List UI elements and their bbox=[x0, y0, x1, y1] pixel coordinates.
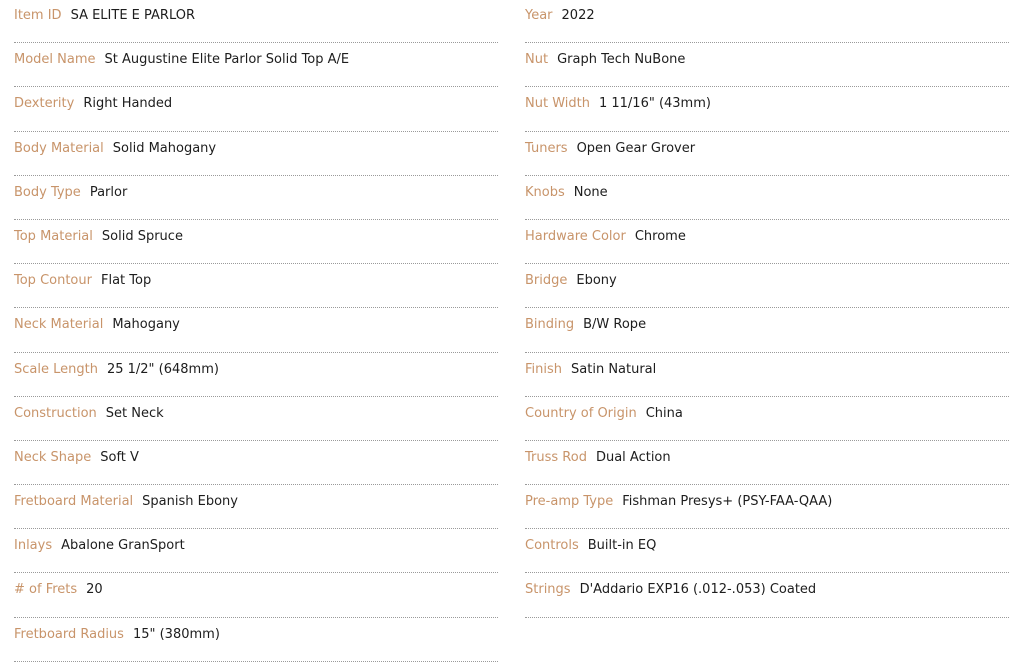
spec-row-top-material bbox=[14, 221, 498, 264]
spec-value: B/W Rope bbox=[583, 317, 647, 333]
spec-row-knobs bbox=[525, 177, 1009, 220]
spec-value: Mahogany bbox=[112, 317, 180, 333]
spec-row-dexterity bbox=[14, 88, 498, 131]
spec-label: Fretboard Radius bbox=[14, 626, 124, 642]
spec-label: Dexterity bbox=[14, 96, 75, 112]
spec-label: Neck Shape bbox=[14, 449, 92, 465]
spec-label: Knobs bbox=[525, 184, 565, 200]
spec-row-fretboard-radius bbox=[14, 619, 498, 662]
spec-value: Satin Natural bbox=[571, 361, 657, 377]
spec-value: 2022 bbox=[561, 8, 595, 23]
spec-label: Nut bbox=[525, 52, 549, 68]
spec-row-neck-shape bbox=[14, 442, 498, 485]
spec-label: Tuners bbox=[525, 140, 568, 156]
spec-label: Body Type bbox=[14, 184, 81, 200]
spec-label: Neck Material bbox=[14, 317, 104, 333]
spec-label: Item ID bbox=[14, 8, 62, 23]
spec-value: Graph Tech NuBone bbox=[557, 52, 686, 68]
spec-value: Right Handed bbox=[83, 96, 173, 112]
spec-row-number-of-frets bbox=[14, 574, 498, 617]
spec-row-item-id bbox=[14, 0, 498, 43]
spec-value: Solid Spruce bbox=[101, 228, 183, 244]
spec-row-bridge bbox=[525, 265, 1009, 308]
spec-value: Abalone GranSport bbox=[61, 538, 185, 554]
spec-label: # of Frets bbox=[14, 582, 78, 598]
spec-value: Fishman Presys+ (PSY-FAA-QAA) bbox=[622, 494, 833, 510]
spec-label: Bridge bbox=[525, 273, 568, 289]
spec-row-fretboard-material bbox=[14, 486, 498, 529]
spec-label: Model Name bbox=[14, 52, 96, 68]
spec-label: Hardware Color bbox=[525, 228, 626, 244]
spec-row-controls bbox=[525, 530, 1009, 573]
spec-row-binding bbox=[525, 309, 1009, 352]
spec-label: Strings bbox=[525, 582, 571, 598]
spec-label: Top Material bbox=[14, 228, 93, 244]
spec-row-top-contour bbox=[14, 265, 498, 308]
spec-row-neck-material bbox=[14, 309, 498, 352]
spec-value: 15" (380mm) bbox=[132, 626, 220, 642]
spec-row-inlays bbox=[14, 530, 498, 573]
spec-value: China bbox=[645, 405, 683, 421]
spec-label: Finish bbox=[525, 361, 563, 377]
spec-row-preamp-type bbox=[525, 486, 1009, 529]
spec-value: Flat Top bbox=[100, 273, 152, 289]
spec-column-right bbox=[525, 0, 1009, 619]
spec-label: Fretboard Material bbox=[14, 494, 134, 510]
spec-value: Set Neck bbox=[105, 405, 164, 421]
spec-label: Inlays bbox=[14, 538, 53, 554]
spec-row-tuners bbox=[525, 133, 1009, 176]
spec-row-country-of-origin bbox=[525, 398, 1009, 441]
spec-value: 25 1/2" (648mm) bbox=[106, 361, 219, 377]
spec-label: Binding bbox=[525, 317, 575, 333]
spec-value: None bbox=[573, 184, 608, 200]
spec-row-nut bbox=[525, 44, 1009, 87]
spec-label: Controls bbox=[525, 538, 579, 554]
spec-value: Soft V bbox=[100, 449, 139, 465]
spec-label: Nut Width bbox=[525, 96, 590, 112]
spec-row-hardware-color bbox=[525, 221, 1009, 264]
spec-value: Spanish Ebony bbox=[142, 494, 238, 510]
spec-label: Truss Rod bbox=[525, 449, 587, 465]
spec-value: Chrome bbox=[634, 228, 686, 244]
spec-value: Built-in EQ bbox=[587, 538, 657, 554]
spec-label: Country of Origin bbox=[525, 405, 637, 421]
spec-row-nut-width bbox=[525, 88, 1009, 131]
spec-value: Parlor bbox=[89, 184, 128, 200]
spec-label: Body Material bbox=[14, 140, 104, 156]
spec-value: Dual Action bbox=[595, 449, 671, 465]
spec-row-strings bbox=[525, 574, 1009, 617]
spec-label: Scale Length bbox=[14, 361, 98, 377]
spec-row-year bbox=[525, 0, 1009, 43]
spec-value: Open Gear Grover bbox=[576, 140, 696, 156]
spec-label: Pre-amp Type bbox=[525, 494, 614, 510]
spec-column-left bbox=[14, 0, 498, 663]
spec-row-body-material bbox=[14, 133, 498, 176]
spec-value: Ebony bbox=[576, 273, 617, 289]
spec-label: Construction bbox=[14, 405, 97, 421]
spec-row-truss-rod bbox=[525, 442, 1009, 485]
spec-label: Year bbox=[525, 8, 553, 23]
spec-row-scale-length bbox=[14, 354, 498, 397]
spec-value: SA ELITE E PARLOR bbox=[70, 8, 195, 23]
spec-row-construction bbox=[14, 398, 498, 441]
spec-value: 1 11/16" (43mm) bbox=[598, 96, 711, 112]
spec-value: St Augustine Elite Parlor Solid Top A/E bbox=[104, 52, 350, 68]
spec-row-model-name bbox=[14, 44, 498, 87]
spec-row-finish bbox=[525, 354, 1009, 397]
spec-value: 20 bbox=[86, 582, 103, 598]
spec-label: Top Contour bbox=[14, 273, 92, 289]
spec-row-body-type bbox=[14, 177, 498, 220]
spec-value: D'Addario EXP16 (.012-.053) Coated bbox=[579, 582, 817, 598]
spec-value: Solid Mahogany bbox=[112, 140, 217, 156]
